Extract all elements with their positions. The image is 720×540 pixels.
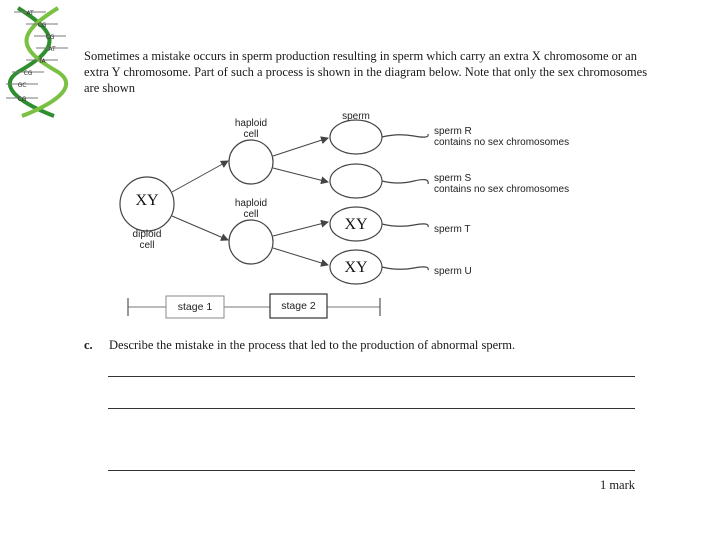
intro-line-1: Sometimes a mistake occurs in sperm production resulting in sperm which carry an extra X chromosome or an	[84, 49, 637, 63]
dna-base-pair-label: AT	[48, 46, 56, 53]
sperm-tail-r	[382, 134, 428, 137]
sperm-tail-s	[382, 180, 428, 184]
intro-line-2: extra Y chromosome. Part of such a process is shown in the diagram below. Note that only the sex chromosomes	[84, 65, 648, 79]
dna-base-pair-label: GC	[17, 82, 27, 89]
diploid-chromosomes: XY	[135, 192, 159, 209]
sperm-s-name: sperm S	[434, 173, 472, 184]
arrow-diploid-to-haploid-bottom	[172, 216, 228, 240]
question-letter: c.	[84, 338, 93, 352]
arrow-to-sperm-u	[273, 248, 328, 265]
dna-base-pair-label: CG	[37, 22, 47, 29]
haploid-bottom-label-line2: cell	[243, 209, 259, 220]
dna-base-pair-label: CG	[17, 96, 27, 103]
marks-label: 1 mark	[599, 478, 635, 492]
stage-2-label: stage 2	[281, 300, 316, 312]
haploid-cell-bottom	[229, 220, 273, 264]
diploid-label-line2: cell	[139, 240, 155, 251]
haploid-bottom-label-line1: haploid	[234, 198, 268, 209]
haploid-top-label-line1: haploid	[234, 118, 268, 129]
arrow-diploid-to-haploid-top	[172, 161, 228, 192]
haploid-bottom-label	[226, 198, 276, 220]
dna-base-pair-label: AT	[26, 10, 34, 17]
answer-line-3[interactable]	[108, 470, 635, 471]
arrow-to-sperm-r	[273, 138, 328, 156]
sperm-head-s	[330, 164, 382, 198]
haploid-top-label-line2: cell	[243, 129, 259, 140]
question-prompt: Describe the mistake in the process that led to the production of abnormal sperm.	[109, 338, 516, 352]
sperm-tail-u	[382, 267, 428, 270]
sperm-t-label: sperm T	[434, 224, 471, 235]
dna-base-pair-label: TA	[38, 58, 46, 65]
diploid-label-line1: diploid	[132, 229, 162, 240]
sperm-r-description: contains no sex chromosomes	[434, 137, 570, 148]
diploid-cell-label	[122, 229, 172, 251]
answer-line-1[interactable]	[108, 376, 635, 377]
haploid-top-label	[226, 118, 276, 140]
haploid-cell-top	[229, 140, 273, 184]
sperm-s-label	[434, 173, 634, 195]
sperm-tail-t	[382, 224, 428, 227]
question-part-c	[84, 338, 644, 353]
sperm-u-label: sperm U	[434, 266, 472, 277]
sperm-r-label	[434, 126, 634, 148]
answer-line-2[interactable]	[108, 408, 635, 409]
intro-line-3: are shown	[84, 81, 136, 95]
dna-base-pair-label: CG	[23, 70, 33, 77]
sperm-t-chromosomes: XY	[344, 216, 368, 233]
stage-1-label: stage 1	[177, 301, 213, 313]
dna-base-pair-label: CG	[45, 34, 55, 41]
sperm-s-description: contains no sex chromosomes	[434, 184, 570, 195]
sperm-r-name: sperm R	[434, 126, 472, 137]
sperm-header: sperm	[342, 111, 370, 122]
arrow-to-sperm-s	[273, 168, 328, 182]
sperm-head-r	[330, 120, 382, 154]
sperm-u-chromosomes: XY	[344, 259, 368, 276]
arrow-to-sperm-t	[273, 222, 328, 236]
